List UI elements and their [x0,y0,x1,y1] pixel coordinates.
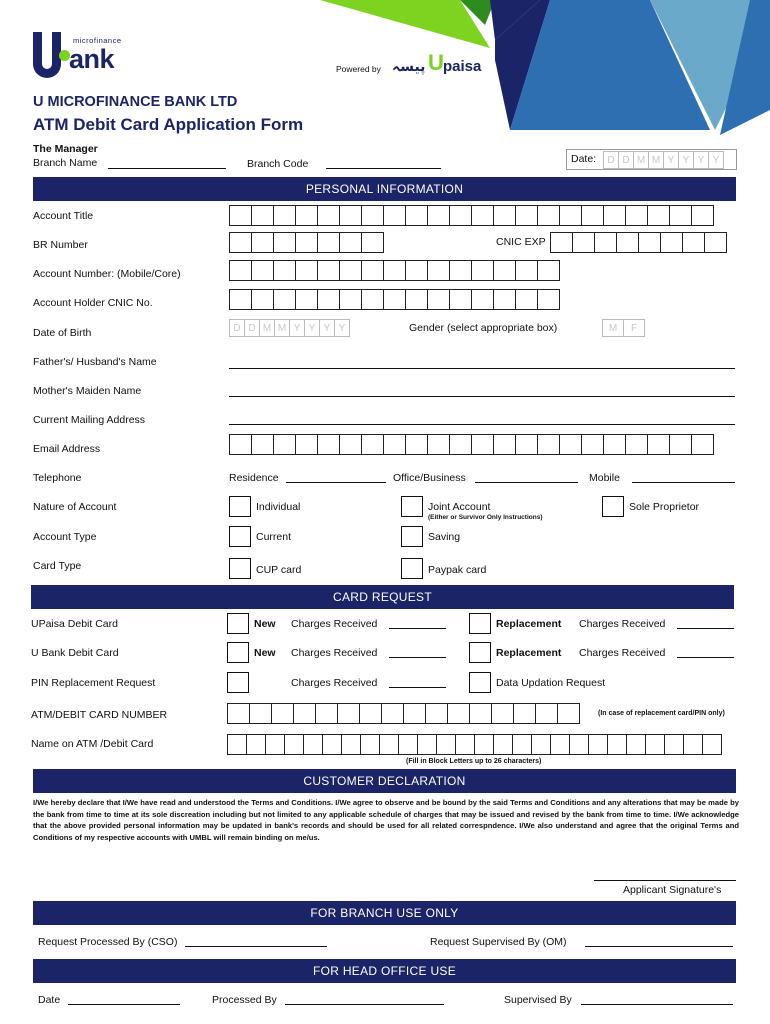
individual-checkbox[interactable] [229,496,251,517]
name-on-card-label: Name on ATM /Debit Card [31,738,154,750]
supervised-by-field[interactable] [585,946,733,947]
date-cell[interactable]: D [603,151,619,169]
dob-cell[interactable]: Y [334,319,350,337]
mobile-label: Mobile [589,472,620,484]
gender-label: Gender (select appropriate box) [409,322,558,334]
office-field[interactable] [475,482,578,483]
data-updation-label: Data Updation Request [496,677,606,689]
ho-date-label: Date [38,994,61,1006]
telephone-label: Telephone [33,472,82,484]
upaisa-u: U [428,50,444,75]
ho-date-field[interactable] [68,1004,180,1005]
upaisa-new-checkbox[interactable] [227,613,249,634]
logo-micro: microfinance [73,36,122,45]
pin-charges-field[interactable] [389,687,446,688]
saving-label: Saving [428,531,461,543]
ubank-charges-field[interactable] [389,657,446,658]
office-label: Office/Business [393,472,466,484]
ubank-new-checkbox[interactable] [227,642,249,663]
account-title-label: Account Title [33,210,94,222]
mother-name-label: Mother's Maiden Name [33,385,142,397]
upaisa-charges-field[interactable] [389,628,446,629]
card-type-label: Card Type [33,560,82,572]
branch-name-label: Branch Name [33,157,98,169]
data-updation-checkbox[interactable] [469,672,491,693]
gender-female[interactable]: F [623,319,645,337]
mailing-address-label: Current Mailing Address [33,414,146,426]
email-boxes[interactable] [229,434,713,455]
ubank-logo [33,32,148,84]
green-stripe [320,0,490,48]
upaisa-charges-label: Charges Received [291,618,378,630]
card-number-label: ATM/DEBIT CARD NUMBER [31,709,168,721]
branch-name-field[interactable] [108,168,226,169]
ubank-rep-charges-label: Charges Received [579,647,666,659]
branch-code-label: Branch Code [247,158,309,170]
declaration-text: I/We hereby declare that I/We have read and understood the Terms and Conditions. I/We agree to observe and be bound by the said Terms and Conditions and any alterations that may be made by the bank from time to time at its sole discreation including but not limited to any applicable schedule of charges that may be issued and revised by the bank from time to time. I/We acknowledge that the above provided personal information may be updated in bank's records and should be used for all related correspndence. I/We also understand and agree that the original Terms and Conditions of my respective accounts with UMBL will remain binding on me/us. [33,798,739,842]
ubank-new-label: New [254,647,276,659]
upaisa-card-label: UPaisa Debit Card [31,618,118,630]
paisa-text: paisa [443,58,482,75]
name-on-card-boxes[interactable] [227,734,721,755]
account-number-boxes[interactable] [229,260,559,281]
personal-info-header: PERSONAL INFORMATION [33,177,736,201]
nature-label: Nature of Account [33,501,117,513]
mother-name-field[interactable] [229,396,735,397]
current-label: Current [256,531,292,543]
sole-proprietor-checkbox[interactable] [602,496,624,517]
card-number-boxes[interactable] [227,703,579,724]
joint-note: (Either or Survivor Only Instructions) [428,514,543,521]
branch-code-field[interactable] [326,168,441,169]
saving-checkbox[interactable] [401,526,423,547]
date-cell[interactable]: Y [663,151,679,169]
dob-label: Date of Birth [33,327,92,339]
pin-replacement-label: PIN Replacement Request [31,677,156,689]
upaisa-replacement-label: Replacement [496,618,562,630]
head-office-header: FOR HEAD OFFICE USE [33,959,736,983]
sole-proprietor-label: Sole Proprietor [629,501,700,513]
logo-text: ank [69,44,115,74]
father-name-label: Father's/ Husband's Name [33,356,157,368]
ho-processed-field[interactable] [285,1004,444,1005]
paypak-card-label: Paypak card [428,564,487,576]
paisa-urdu: پیسہ [392,58,426,74]
declaration-header: CUSTOMER DECLARATION [33,769,736,793]
pin-charges-label: Charges Received [291,677,378,689]
br-number-label: BR Number [33,239,88,251]
ho-processed-label: Processed By [212,994,277,1006]
dob-input[interactable] [229,319,349,337]
card-request-header: CARD REQUEST [31,585,734,609]
logo-u-shape [33,32,61,78]
joint-account-label: Joint Account [428,501,491,513]
form-title: ATM Debit Card Application Form [33,115,304,134]
ho-supervised-label: Supervised By [504,994,572,1006]
date-cell[interactable]: Y [678,151,694,169]
ubank-card-label: U Bank Debit Card [31,647,119,659]
name-note: (Fill in Block Letters up to 26 characters) [406,758,542,765]
upaisa-rep-charges-field[interactable] [677,628,734,629]
date-input[interactable] [603,151,723,169]
cnic-no-boxes[interactable] [229,289,559,310]
signature-field[interactable] [594,880,736,881]
manager-label: The Manager [33,143,98,155]
supervised-by-label: Request Supervised By (OM) [430,936,567,948]
pin-replacement-checkbox[interactable] [227,672,249,693]
powered-by: Powered by [336,64,381,74]
dob-cell[interactable]: M [259,319,275,337]
date-cell[interactable]: D [618,151,634,169]
ubank-replacement-checkbox[interactable] [469,642,491,663]
residence-label: Residence [229,472,279,484]
signature-label: Applicant Signature's [623,884,722,896]
gender-input[interactable] [602,319,644,337]
card-number-note: (In case of replacement card/PIN only) [598,710,725,717]
ho-supervised-field[interactable] [581,1004,733,1005]
mailing-address-field[interactable] [229,424,735,425]
account-type-label: Account Type [33,531,97,543]
individual-label: Individual [256,501,301,513]
cnic-exp-boxes[interactable] [550,232,726,253]
residence-field[interactable] [286,482,386,483]
upaisa-new-label: New [254,618,276,630]
br-number-boxes[interactable] [229,232,383,253]
dob-cell[interactable]: D [229,319,245,337]
upaisa-rep-charges-label: Charges Received [579,618,666,630]
email-label: Email Address [33,443,101,455]
branch-use-header: FOR BRANCH USE ONLY [33,901,736,925]
mobile-field[interactable] [632,482,735,483]
cup-card-label: CUP card [256,564,302,576]
upaisa-replacement-checkbox[interactable] [469,613,491,634]
bank-name: U MICROFINANCE BANK LTD [33,94,238,110]
dob-cell[interactable]: Y [304,319,320,337]
ubank-rep-charges-field[interactable] [677,657,734,658]
joint-account-checkbox[interactable] [401,496,423,517]
date-label: Date: [571,153,597,165]
account-number-label: Account Number: (Mobile/Core) [33,268,181,280]
date-cell[interactable]: Y [693,151,709,169]
account-title-boxes[interactable] [229,205,713,226]
cnic-no-label: Account Holder CNIC No. [33,297,153,309]
ubank-charges-label: Charges Received [291,647,378,659]
date-cell[interactable]: Y [708,151,724,169]
paypak-card-checkbox[interactable] [401,558,423,579]
gender-male[interactable]: M [602,319,624,337]
date-cell[interactable]: M [648,151,664,169]
dob-cell[interactable]: M [274,319,290,337]
dob-cell[interactable]: D [244,319,260,337]
cup-card-checkbox[interactable] [229,558,251,579]
processed-by-field[interactable] [185,946,327,947]
ubank-replacement-label: Replacement [496,647,562,659]
current-checkbox[interactable] [229,526,251,547]
father-name-field[interactable] [229,368,735,369]
header-decoration [320,0,770,140]
date-cell[interactable]: M [633,151,649,169]
processed-by-label: Request Processed By (CSO) [38,936,178,948]
dob-cell[interactable]: Y [289,319,305,337]
dob-cell[interactable]: Y [319,319,335,337]
cnic-exp-label: CNIC EXP [496,236,546,248]
